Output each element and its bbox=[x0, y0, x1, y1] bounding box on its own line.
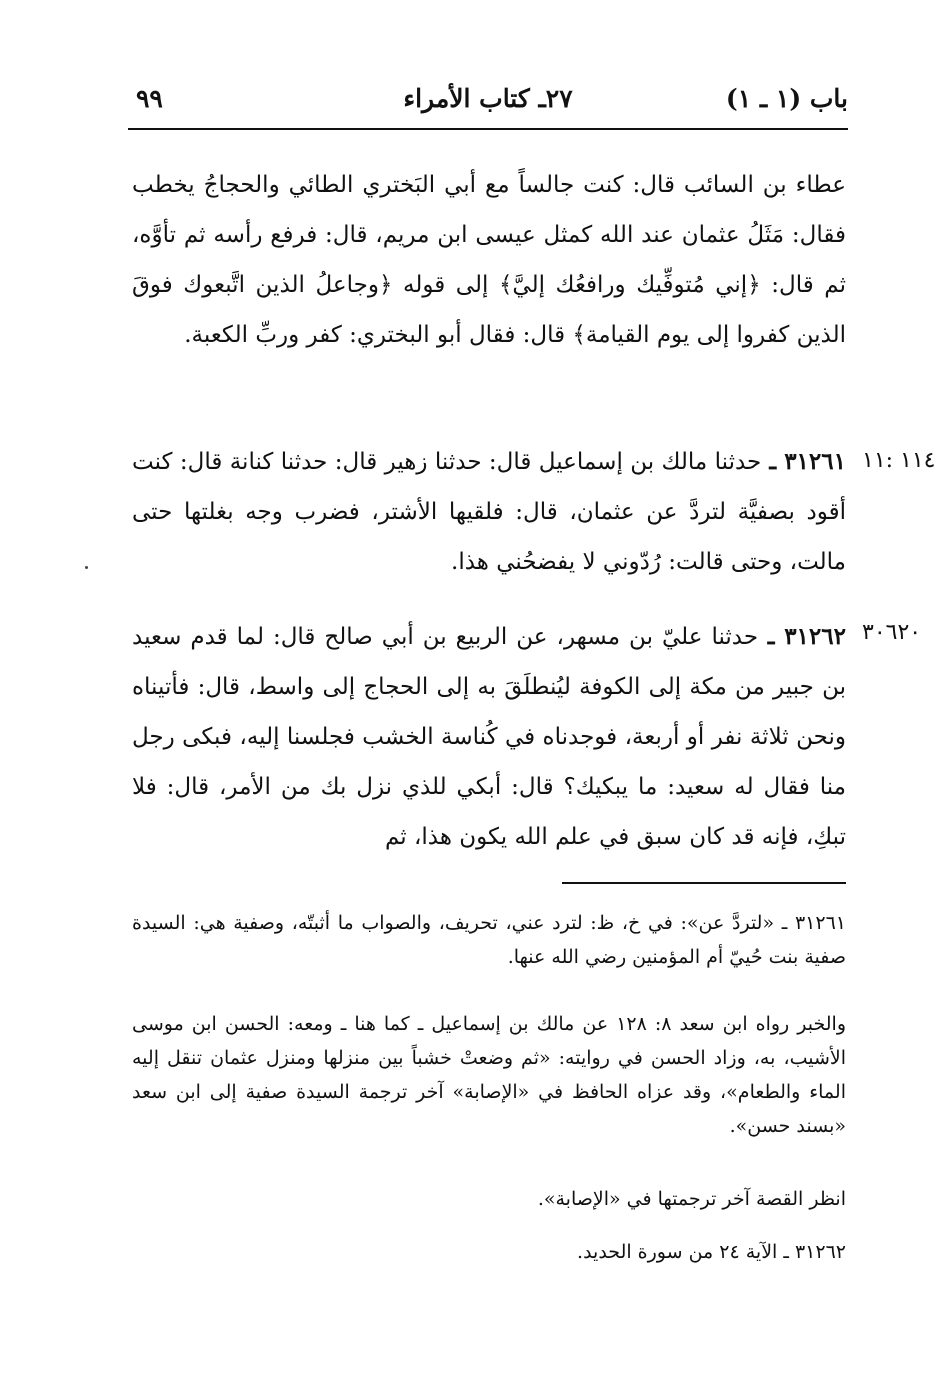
footnote-2: والخبر رواه ابن سعد ٨: ١٢٨ عن مالك بن إسماعيل ـ كما هنا ـ ومعه: الحسن ابن موسى الأشيب، به، وزاد الحسن في روايته: «ثم وضعتْ خشباً بين منزلها ومنزل عثمان تنقل إليه الماء والطعام»، وقد عزاه الحافظ في «الإصابة» آخر ترجمة السيدة صفية إلى ابن سعد «بسند حسن». bbox=[132, 1013, 846, 1137]
footnote-divider bbox=[562, 882, 846, 884]
margin-reference-2: ٣٠٦٢٠ bbox=[862, 620, 922, 645]
margin-reference-1: ١١٤ :١١ bbox=[862, 448, 936, 473]
chapter-label: باب (١ ـ ١) bbox=[725, 84, 848, 113]
book-title: ٢٧ـ كتاب الأمراء bbox=[403, 84, 573, 113]
footnote-1: ٣١٢٦١ ـ «لتردَّ عن»: في خ، ظ: لترد عني، تحريف، والصواب ما أثبتّه، وصفية هي: السيدة صفية بنت حُييّ أم المؤمنين رضي الله عنها. bbox=[132, 912, 846, 968]
hadith-text: حدثنا عليّ بن مسهر، عن الربيع بن أبي صالح قال: لما قدم سعيد بن جبير من مكة إلى الكوفة ليُنطلَقَ به إلى الحجاج إلى واسط، قال: فأتيناه ونحن ثلاثة نفر أو أربعة، فوجدناه في كُناسة الخشب فجلسنا إليه، فبكى رجل منا فقال له سعيد: ما يبكيك؟ قال: أبكي للذي نزل بك من الأمر، قال: فلا تبكِ، فإنه قد كان سبق في علم الله يكون هذا، ثم bbox=[132, 624, 846, 850]
hadith-number: ٣١٢٦٢ bbox=[784, 623, 846, 650]
paragraph-text: عطاء بن السائب قال: كنت جالساً مع أبي البَختري الطائي والحجاجُ يخطب فقال: مَثَلُ عثمان عند الله كمثل عيسى ابن مريم، قال: فرفع رأسه ثم تأوَّه، ثم قال: ﴿إني مُتوفِّيك ورافعُك إليَّ﴾ إلى قوله ﴿وجاعلُ الذين اتَّبعوك فوقَ الذين كفروا إلى يوم القيامة﴾ قال: فقال أبو البختري: كفر وربِّ الكعبة. bbox=[132, 172, 846, 348]
hadith-31261 bbox=[132, 437, 846, 587]
hadith-text: حدثنا مالك بن إسماعيل قال: حدثنا زهير قال: حدثنا كنانة قال: كنت أقود بصفيَّة لتردَّ عن عثمان، قال: فلقيها الأشتر، فضرب وجه بغلتها حتى مالت، وحتى قالت: رُدّوني لا يفضحُني هذا. bbox=[132, 449, 846, 575]
header-divider bbox=[128, 128, 848, 130]
page-header bbox=[128, 84, 848, 124]
footnote-4: ٣١٢٦٢ ـ الآية ٢٤ من سورة الحديد. bbox=[577, 1241, 846, 1263]
hadith-31262 bbox=[132, 612, 846, 862]
hadith-dash: ـ bbox=[761, 448, 785, 475]
paragraph-continued bbox=[132, 160, 846, 360]
hadith-dash: ـ bbox=[758, 623, 785, 650]
footnote-3: انظر القصة آخر ترجمتها في «الإصابة». bbox=[537, 1188, 846, 1210]
scan-speck bbox=[85, 566, 88, 569]
hadith-number: ٣١٢٦١ bbox=[784, 448, 846, 475]
page-number: ٩٩ bbox=[136, 84, 163, 113]
